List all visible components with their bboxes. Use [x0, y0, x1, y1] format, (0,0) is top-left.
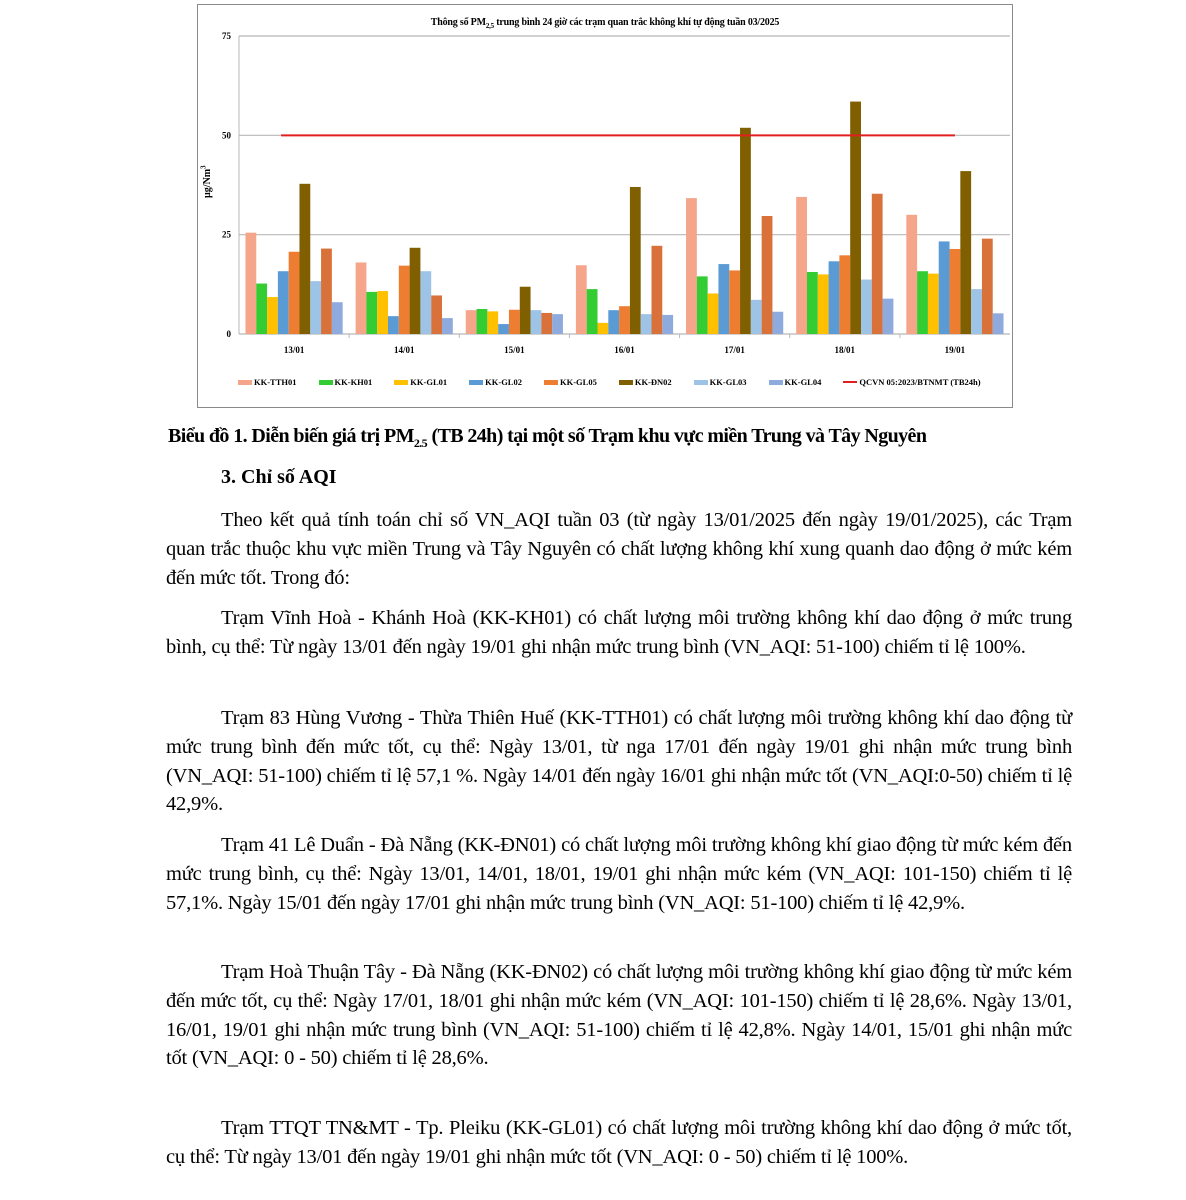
bar-kk-kh01	[366, 292, 377, 334]
legend-label: KK-TTH01	[254, 377, 297, 387]
bar-kk-gl04	[883, 299, 894, 334]
bar-kk-gl04	[662, 315, 673, 334]
legend-label: KK-GL03	[709, 377, 747, 387]
chart-legend	[238, 377, 1003, 387]
bar-kk-gl03	[971, 289, 982, 334]
bar-unlabeled	[652, 246, 663, 334]
bar-kk-gl05	[839, 255, 850, 334]
legend-swatch-icon	[394, 380, 408, 385]
x-tick-label: 19/01	[944, 345, 966, 355]
legend-item	[469, 377, 522, 387]
bar-kk-gl02	[608, 310, 619, 334]
bar-kk-gl02	[718, 264, 729, 334]
paragraph-dn02: Trạm Hoà Thuận Tây - Đà Nẵng (KK-ĐN02) có chất lượng môi trường không khí giao động từ mức kém đến mức tốt, cụ thể: Ngày 17/01, 18/01 ghi nhận mức kém (VN_AQI: 101-150) chiếm tỉ lệ 28,6%. Ngày 13/01, 16/01, 19/01 ghi nhận mức trung bình (VN_AQI: 51-100) chiếm tỉ lệ 42,8%. Ngày 14/01, 15/01 ghi nhận mức tốt (VN_AQI: 0 - 50) chiếm tỉ lệ 28,6%.	[166, 961, 1072, 1070]
bar-kk-kh01	[697, 276, 708, 334]
bar-unlabeled	[872, 194, 883, 334]
legend-swatch-icon	[694, 380, 708, 385]
bar-kk-tth01	[576, 265, 587, 334]
paragraph-tth01: Trạm 83 Hùng Vương - Thừa Thiên Huế (KK-TTH01) có chất lượng môi trường không khí dao động từ mức trung bình đến mức tốt, cụ thể: Ngày 13/01, từ nga 17/01 đến ngày 19/01 ghi nhận mức trung bình (VN_AQI: 51-100) chiếm tỉ lệ 57,1 %. Ngày 14/01 đến ngày 16/01 ghi nhận mức tốt (VN_AQI:0-50) chiếm tỉ lệ 42,9%.	[166, 707, 1072, 816]
legend-item	[619, 377, 672, 387]
bar-kk-kh01	[477, 309, 488, 334]
bar-kk-đn02	[960, 171, 971, 334]
x-tick-label: 13/01	[283, 345, 305, 355]
bar-kk-gl05	[950, 249, 961, 334]
bar-kk-đn02	[740, 128, 751, 334]
legend-label: QCVN 05:2023/BTNMT (TB24h)	[859, 377, 981, 387]
legend-swatch-icon	[619, 380, 633, 385]
bar-kk-gl05	[619, 306, 630, 334]
bar-kk-đn02	[520, 287, 531, 334]
figure-caption: Biểu đồ 1. Diễn biến giá trị $PM_{2.5}$ (TB 24h) tại một số Trạm khu vực miền Trung và Tây Nguyên	[168, 425, 927, 450]
bar-kk-gl02	[829, 261, 840, 334]
bar-kk-gl01	[377, 291, 388, 334]
bar-kk-tth01	[356, 262, 367, 334]
bar-kk-đn02	[410, 248, 421, 334]
bar-kk-gl01	[487, 311, 498, 334]
legend-item	[238, 377, 297, 387]
bar-kk-kh01	[256, 284, 267, 334]
bar-kk-gl03	[861, 280, 872, 334]
bar-kk-gl04	[552, 314, 563, 334]
bar-kk-gl04	[772, 312, 783, 334]
section-heading: 3. Chỉ số AQI	[221, 466, 337, 488]
x-tick-label: 17/01	[724, 345, 745, 355]
y-axis-label: µg/Nm$^3$	[199, 165, 213, 198]
bar-kk-tth01	[906, 215, 917, 334]
pm25-bar-chart	[197, 4, 1013, 408]
legend-label: KK-GL02	[485, 377, 522, 387]
bar-kk-gl02	[498, 324, 509, 334]
bar-kk-gl03	[420, 271, 431, 334]
bar-kk-đn02	[630, 187, 641, 334]
legend-swatch-icon	[769, 380, 783, 385]
bar-unlabeled	[541, 313, 552, 334]
legend-item	[319, 377, 373, 387]
bar-kk-gl01	[598, 323, 609, 334]
bar-kk-gl01	[928, 274, 939, 334]
legend-swatch-icon	[319, 380, 333, 385]
bar-kk-kh01	[807, 272, 818, 334]
bar-kk-gl05	[289, 252, 300, 334]
bar-kk-kh01	[587, 289, 598, 334]
bar-kk-gl04	[332, 302, 343, 334]
bar-kk-gl04	[993, 313, 1004, 334]
bar-kk-gl02	[388, 316, 399, 334]
bar-unlabeled	[982, 239, 993, 334]
bar-kk-gl03	[751, 300, 762, 334]
legend-swatch-icon	[238, 380, 252, 385]
x-tick-label: 14/01	[393, 345, 415, 355]
bar-kk-gl01	[708, 293, 719, 334]
bar-kk-gl03	[310, 281, 321, 334]
plot-area	[198, 5, 1014, 375]
legend-item	[394, 377, 447, 387]
bar-kk-gl03	[641, 314, 652, 334]
chart-title: Thông số $PM_{2,5}$ trung bình 24 giờ các trạm quan trắc không khí tự động tuần 03/2025	[430, 17, 780, 30]
legend-swatch-icon	[544, 380, 558, 385]
legend-line-icon	[843, 381, 857, 383]
bar-unlabeled	[762, 216, 773, 334]
bar-kk-gl05	[729, 270, 740, 334]
legend-label: KK-GL01	[410, 377, 448, 387]
bar-kk-gl05	[509, 310, 520, 334]
bar-unlabeled	[431, 295, 442, 334]
legend-item	[769, 377, 822, 387]
bar-unlabeled	[321, 249, 332, 334]
bar-kk-gl04	[442, 318, 453, 334]
x-tick-label: 16/01	[614, 345, 635, 355]
legend-item	[694, 377, 747, 387]
legend-swatch-icon	[469, 380, 483, 385]
bar-kk-kh01	[917, 271, 928, 334]
bar-kk-tth01	[245, 233, 256, 334]
paragraph-kh01: Trạm Vĩnh Hoà - Khánh Hoà (KK-KH01) có chất lượng môi trường không khí dao động ở mức trung bình, cụ thể: Từ ngày 13/01 đến ngày 19/01 ghi nhận mức trung bình (VN_AQI: 51-100) chiếm tỉ lệ 100%.	[166, 607, 1072, 658]
legend-item	[544, 377, 597, 387]
legend-label: KK-KH01	[334, 377, 373, 387]
legend-item	[843, 377, 980, 387]
paragraph-intro: Theo kết quả tính toán chỉ số VN_AQI tuần 03 (từ ngày 13/01/2025 đến ngày 19/01/2025), các Trạm quan trắc thuộc khu vực miền Trung và Tây Nguyên có chất lượng không khí xung quanh dao động ở mức kém đến mức tốt. Trong đó:	[166, 509, 1072, 589]
bar-kk-đn02	[850, 102, 861, 334]
x-tick-label: 18/01	[834, 345, 856, 355]
bar-kk-gl01	[818, 274, 829, 334]
legend-label: KK-GL04	[784, 377, 822, 387]
paragraph-dn01: Trạm 41 Lê Duẩn - Đà Nẵng (KK-ĐN01) có chất lượng môi trường không khí giao động từ mức kém đến mức trung bình, cụ thể: Ngày 13/01, 14/01, 18/01, 19/01 ghi nhận mức kém (VN_AQI: 101-150) chiếm tỉ lệ 57,1%. Ngày 15/01 đến ngày 17/01 ghi nhận mức trung bình (VN_AQI: 51-100) chiếm tỉ lệ 42,9%.	[166, 834, 1072, 914]
y-tick-label: 50	[222, 130, 231, 141]
bar-kk-gl02	[278, 271, 289, 334]
bar-kk-gl05	[399, 266, 410, 334]
bar-kk-đn02	[299, 184, 310, 334]
y-tick-label: 25	[222, 229, 231, 240]
paragraph-gl01: Trạm TTQT TN&MT - Tp. Pleiku (KK-GL01) có chất lượng môi trường không khí dao động ở mức tốt, cụ thể: Từ ngày 13/01 đến ngày 19/01 ghi nhận mức tốt (VN_AQI: 0 - 50) chiếm tỉ lệ 100%.	[166, 1117, 1072, 1168]
y-tick-label: 75	[222, 31, 231, 41]
bar-kk-tth01	[466, 310, 477, 334]
y-tick-label: 0	[226, 329, 231, 339]
bar-kk-gl02	[939, 241, 950, 334]
legend-label: KK-ĐN02	[634, 377, 672, 387]
bar-kk-tth01	[686, 198, 697, 334]
bar-kk-gl01	[267, 297, 278, 334]
bar-kk-gl03	[531, 310, 542, 334]
bar-kk-tth01	[796, 197, 807, 334]
x-tick-label: 15/01	[504, 345, 525, 355]
legend-label: KK-GL05	[559, 377, 597, 387]
